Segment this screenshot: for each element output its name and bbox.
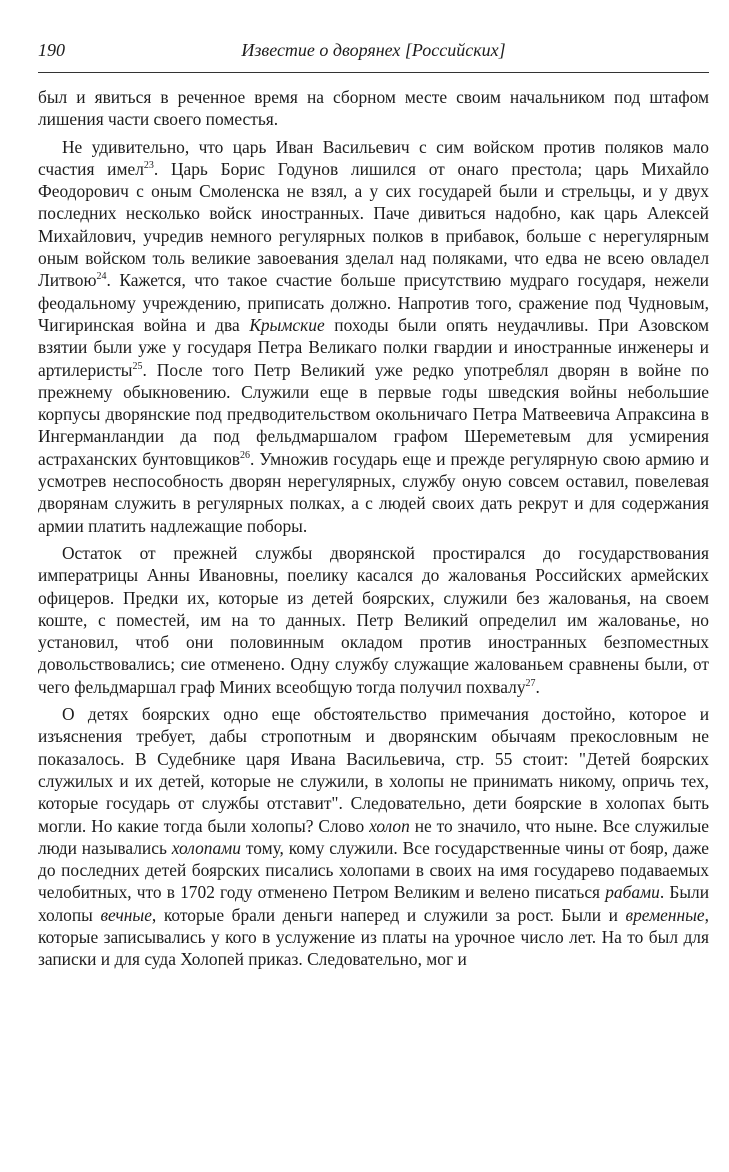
text-run: . Были холопы [38, 882, 710, 925]
footnote-ref: 26 [239, 449, 250, 461]
footnote-ref: 25 [132, 360, 143, 372]
text-run: . Умножив государь еще и прежде регулярную свою армию и усмотрев неспособность дворян нерегулярных, службу оную совсем оставил, повелевая дворянам служить в регулярных полках, а с людей своих дать рекрут и для содержания армии платить надлежащие поборы. [38, 448, 709, 536]
text-run: . [535, 676, 540, 697]
paragraph-4 [38, 703, 709, 971]
text-run: . После того Петр Великий уже редко употреблял дворян в войне по прежнему обыкновению. Служили еще в первые годы шведския войны небольшие корпусы дворянские под предводительством окольничаго Петра Матвеевича Апраксина в Ингерманландии да под фельдмаршалом графом Шереметевым для усмирения астраханских бунтовщиков [38, 359, 709, 469]
footnote-ref: 24 [96, 271, 107, 283]
page-number: 190 [38, 40, 65, 60]
text-run: . Кажется, что такое счастие больше присутствию мудраго государя, нежели феодальному учреждению, приписать должно. Напротив того, сражение под Чудновым, Чигиринская война и два [38, 270, 709, 335]
text-run: , которые брали деньги наперед и служили за рост. Были и [151, 904, 626, 925]
text-run: был и явиться в реченное время на сборном месте своим начальником под штафом лишения части своего поместья. [38, 87, 709, 130]
header-rule [38, 72, 709, 73]
italic-term: холоп [369, 815, 410, 836]
text-run: О детях боярских одно еще обстоятельство примечания достойно, которое и изъяснения требует, дабы стропотным и дворянским обычаям прекословным не показалось. В Судебнике царя Ивана Васильевича, стр. 55 стоит: "Детей боярских служилых и их детей, которые не служили, в холопы не принимать никому, опричь тех, которые государь от службы отставит". Следовательно, дети боярские в холопах быть могли. Но какие тогда были холопы? Слово [38, 704, 709, 836]
running-title: Известие о дворянех [Российских] [241, 40, 506, 60]
page-header [38, 40, 709, 66]
italic-term: Крымские [249, 314, 325, 335]
text-run: , которые записывались у кого в услужение из платы на урочное число лет. На то был для записки и для суда Холопей приказ. Следовательно, мог и [38, 904, 710, 970]
footnote-ref: 27 [525, 677, 536, 689]
paragraph-2 [38, 136, 709, 537]
text-run: тому, кому служили. Все государственные чины от бояр, даже до последних детей боярских писались холопами в своих на имя государево подаваемых челобитных, что в 1702 году отменено Петром Великим и велено писаться [38, 837, 709, 903]
text-run: Остаток от прежней службы дворянской простирался до государствования императрицы Анны Ивановны, поелику касался до жалованья Российских армейских офицеров. Предки их, которые из детей боярских, служили без жалованья, на своем коште, с поместей, им на то данных. Петр Великий определил им жалованье, но установил, чтоб они половинным окладом против иностранных безпоместных довольствовались; сие отменено. Одну службу служащие жалованьем сравнены были, от чего фельдмаршал граф Миних всеобщую тогда получил похвалу [38, 542, 709, 697]
paragraph-1 [38, 86, 709, 131]
body-text [38, 86, 709, 976]
italic-term: рабами [605, 882, 660, 903]
text-run: Не удивительно, что царь Иван Васильевич с сим войском против поляков мало счастия имел [38, 136, 709, 179]
text-run: . Царь Борис Годунов лишился от онаго престола; царь Михайло Феодорович с оным Смоленска не взял, а у сих государей были и стрельцы, и у двух последних несколько войск иностранных. Паче дивиться надобно, как царь Алексей Михайлович, учредив немного регулярных полков в прибавок, больше с нерегулярным оным войском толь великие завоевания зделал над поляками, что едва не всею овладел Литвою [38, 158, 709, 291]
text-run: походы были опять неудачливы. При Азовском взятии были уже у государя Петра Великаго полки гвардии и иностранные инженеры и артилеристы [38, 314, 709, 380]
italic-term: временные [625, 904, 705, 925]
italic-term: вечные [100, 904, 152, 925]
italic-term: холопами [171, 837, 241, 858]
footnote-ref: 23 [143, 159, 154, 171]
text-run: не то значило, что ныне. Все служилые люди назывались [38, 815, 709, 858]
paragraph-3 [38, 542, 709, 698]
